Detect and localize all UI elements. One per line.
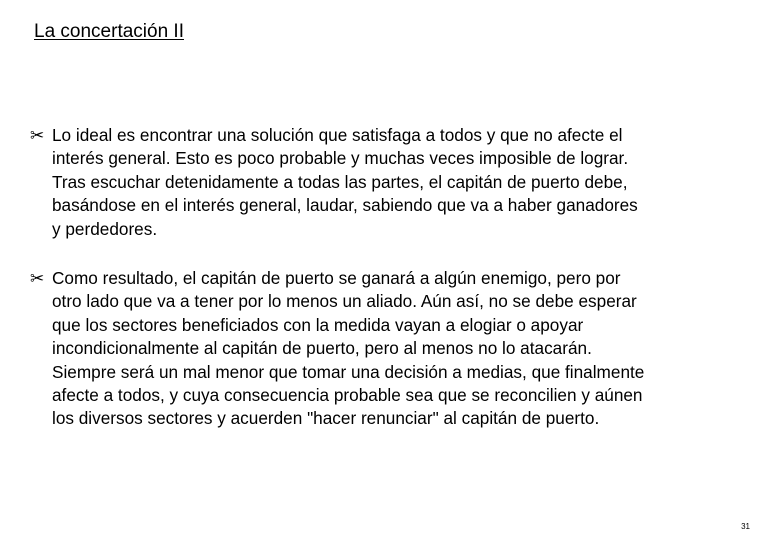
bullet-line: Lo ideal es encontrar una solución que satisfaga a todos y que no afecte el: [52, 125, 623, 145]
bullet-text: [36, 124, 766, 241]
bullet-line: afecte a todos, y cuya consecuencia probable sea que se reconcilien y aúnen: [52, 385, 643, 406]
bullet-line: interés general. Esto es poco probable y muchas veces imposible de lograr.: [52, 148, 629, 169]
bullet-line: Como resultado, el capitán de puerto se ganará a algún enemigo, pero por: [52, 268, 621, 288]
bullet-text: [36, 267, 766, 431]
bullet-point: [30, 124, 766, 241]
bullet-line: incondicionalmente al capitán de puerto, pero al menos no lo atacarán.: [52, 338, 592, 359]
bullet-point: [30, 267, 766, 431]
scissors-icon: ✂: [30, 126, 45, 145]
bullet-line: Siempre será un mal menor que tomar una decisión a medias, que finalmente: [52, 361, 645, 382]
scissors-icon: ✂: [30, 269, 45, 288]
page-number: 31: [741, 522, 750, 531]
bullet-line: los diversos sectores y acuerden "hacer renunciar" al capitán de puerto.: [52, 408, 600, 429]
bullet-line: basándose en el interés general, laudar, sabiendo que va a haber ganadores: [52, 195, 638, 216]
bullet-line: Tras escuchar detenidamente a todas las partes, el capitán de puerto debe,: [52, 171, 628, 192]
bullet-line: otro lado que va a tener por lo menos un aliado. Aún así, no se debe esperar: [52, 291, 637, 312]
bullet-line: y perdedores.: [52, 218, 158, 239]
bullet-line: que los sectores beneficiados con la medida vayan a elogiar o apoyar: [52, 314, 584, 335]
slide-title: La concertación II: [34, 21, 184, 42]
